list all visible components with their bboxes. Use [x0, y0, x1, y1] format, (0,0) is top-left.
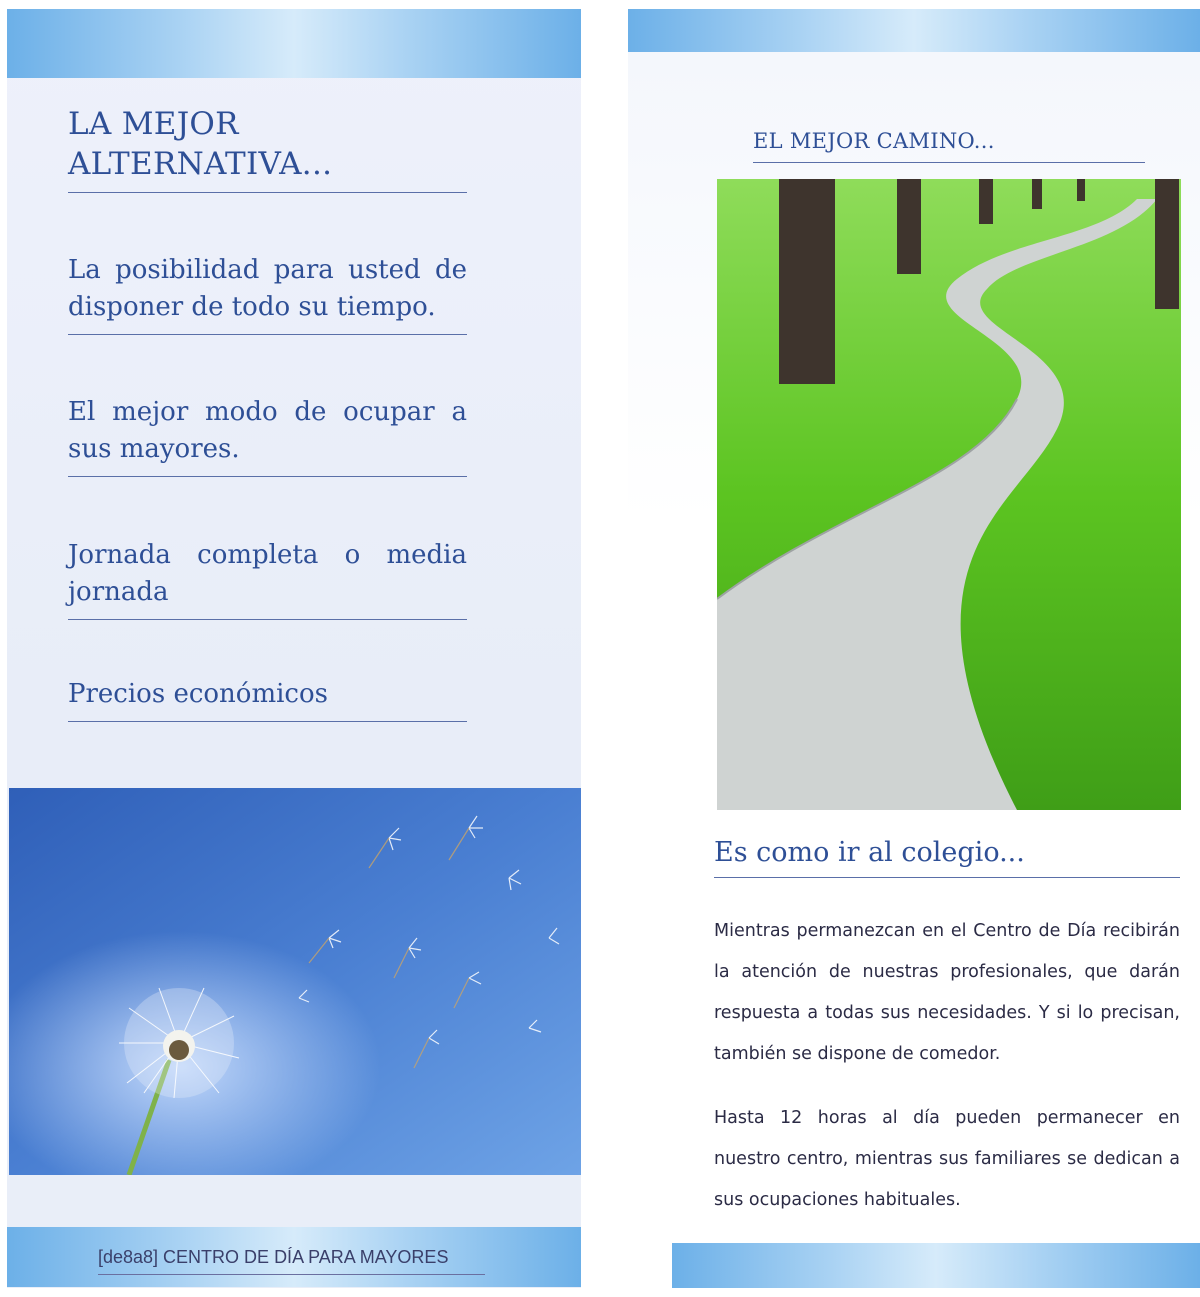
footer-center-name: [de8a8] CENTRO DE DÍA PARA MAYORES — [98, 1247, 485, 1275]
benefit-item: La posibilidad para usted de disponer de todo su tiempo. — [68, 252, 467, 335]
subheading: Es como ir al colegio... — [714, 837, 1180, 878]
right-panel — [628, 9, 1200, 1288]
benefit-item: Jornada completa o media jornada — [68, 537, 467, 620]
dandelion-photo — [9, 788, 581, 1175]
left-heading: LA MEJOR ALTERNATIVA... — [68, 104, 467, 193]
bottom-color-band — [672, 1243, 1200, 1288]
left-panel — [7, 9, 581, 1288]
winding-path-photo — [717, 179, 1181, 810]
top-color-band — [628, 9, 1200, 52]
benefit-item: Precios económicos — [68, 676, 467, 722]
paragraph: Mientras permanezcan en el Centro de Día recibirán la atención de nuestras profesionales, que darán respuesta a todas sus necesidades. Y si lo precisan, también se dispone de comedor. — [714, 921, 1180, 1064]
benefit-item: El mejor modo de ocupar a sus mayores. — [68, 394, 467, 477]
top-color-band — [7, 9, 581, 78]
section-title: EL MEJOR CAMINO... — [753, 129, 1145, 163]
paragraph: Hasta 12 horas al día pueden permanecer en nuestro centro, mientras sus familiares se dedican a sus ocupaciones habituales. — [714, 1108, 1180, 1210]
